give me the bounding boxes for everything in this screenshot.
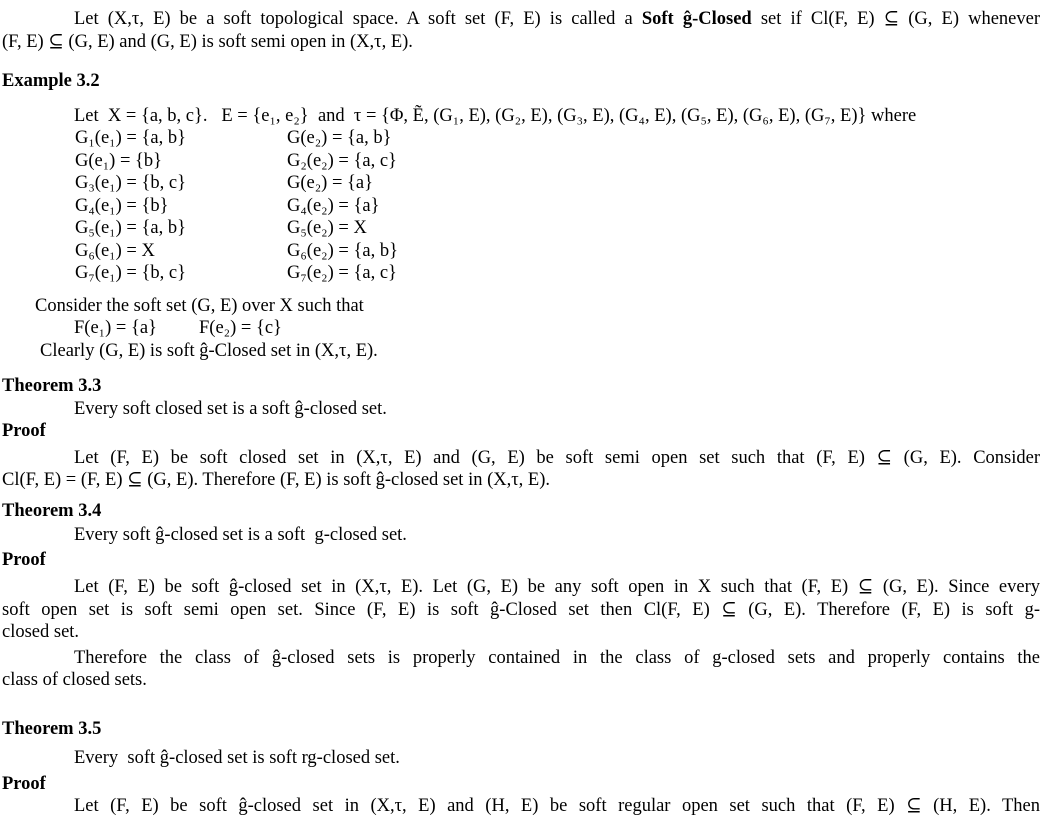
g-assignment-row bbox=[2, 262, 1040, 285]
g-assignment-row bbox=[2, 150, 1040, 173]
clearly-line: Clearly (G, E) is soft ĝ-Closed set in (X,τ, E). bbox=[40, 340, 378, 361]
g-assignment-row bbox=[2, 240, 1040, 263]
example-heading: Example 3.2 bbox=[2, 71, 100, 91]
remark-line-2: class of closed sets. bbox=[2, 670, 147, 690]
proof-3-4-label: Proof bbox=[2, 549, 46, 570]
theorem-3-4-statement: Every soft ĝ-closed set is a soft g-closed set. bbox=[74, 525, 407, 545]
example-setup-line: Let X = {a, b, c}. E = {e₁, e₂} and τ = {Φ, Ẽ, (G₁, E), (G₂, E), (G₃, E), (G₄, E), (G₅, E), (G₆, E), (G₇, E)} where bbox=[74, 105, 917, 126]
f-assignment-row bbox=[2, 317, 1040, 340]
g-assignment-e1: G₃(e₁) = {b, c} bbox=[75, 173, 186, 193]
g-assignment-e2: G₄(e₂) = {a} bbox=[287, 195, 380, 216]
definition-text-pre: Let (X,τ, E) be a soft topological space. A soft set (F, E) is called a bbox=[74, 9, 642, 29]
g-assignment-row bbox=[2, 127, 1040, 150]
proof-3-4-line-2: soft open set is soft semi open set. Since (F, E) is soft ĝ-Closed set then Cl(F, E) ⊆ (G, E). Therefore (F, E) is soft g- bbox=[2, 599, 1040, 620]
definition-paragraph-line-2: (F, E) ⊆ (G, E) and (G, E) is soft semi open in (X,τ, E). bbox=[2, 31, 413, 52]
g-assignment-e1: G₅(e₁) = {a, b} bbox=[75, 218, 186, 238]
proof-3-4-line-3: closed set. bbox=[2, 622, 80, 642]
g-assignment-row bbox=[2, 195, 1040, 218]
proof-3-4-line-1: Let (F, E) be soft ĝ-closed set in (X,τ, E). Let (G, E) be any soft open in X such that (F, E) ⊆ (G, E). Since every bbox=[74, 577, 1040, 597]
g-assignment-e2: G₇(e₂) = {a, c} bbox=[287, 263, 397, 283]
consider-line: Consider the soft set (G, E) over X such that bbox=[35, 295, 364, 316]
f-assignment-e1: F(e₁) = {a} bbox=[74, 318, 157, 338]
proof-3-3-label: Proof bbox=[2, 421, 46, 441]
g-assignment-e2: G₅(e₂) = X bbox=[287, 218, 367, 238]
definition-paragraph-line-1 bbox=[2, 8, 1040, 31]
g-assignment-e2: G₆(e₂) = {a, b} bbox=[287, 240, 398, 261]
soft-g-closed-bold-term: Soft ĝ-Closed bbox=[641, 9, 752, 29]
theorem-3-3-statement: Every soft closed set is a soft ĝ-closed set. bbox=[74, 398, 387, 419]
g-assignment-e2: G₂(e₂) = {a, c} bbox=[287, 150, 397, 171]
theorem-3-4-heading: Theorem 3.4 bbox=[2, 500, 102, 521]
theorem-3-5-statement: Every soft ĝ-closed set is soft rg-closed set. bbox=[74, 748, 400, 768]
g-assignment-e2: G(e₂) = {a, b} bbox=[287, 128, 392, 148]
g-assignment-e1: G₁(e₁) = {a, b} bbox=[75, 128, 186, 148]
theorem-3-3-heading: Theorem 3.3 bbox=[2, 376, 102, 396]
proof-3-5-label: Proof bbox=[2, 773, 46, 794]
g-assignment-row bbox=[2, 217, 1040, 240]
remark-line-1: Therefore the class of ĝ-closed sets is properly contained in the class of g-closed sets and properly contains the bbox=[74, 647, 1040, 668]
g-assignment-row bbox=[2, 172, 1040, 195]
proof-3-3-line-1: Let (F, E) be soft closed set in (X,τ, E) and (G, E) be soft semi open set such that (F, E) ⊆ (G, E). Consider bbox=[74, 447, 1040, 468]
f-assignment-e2: F(e₂) = {c} bbox=[199, 318, 282, 338]
theorem-3-5-heading: Theorem 3.5 bbox=[2, 718, 102, 739]
g-assignment-e1: G₄(e₁) = {b} bbox=[75, 195, 169, 216]
definition-text-post: set if Cl(F, E) ⊆ (G, E) whenever bbox=[751, 9, 1040, 29]
g-assignment-e1: G(e₁) = {b} bbox=[75, 150, 163, 171]
g-assignment-e1: G₆(e₁) = X bbox=[75, 240, 155, 261]
g-assignment-e1: G₇(e₁) = {b, c} bbox=[75, 263, 186, 283]
proof-3-3-line-2: Cl(F, E) = (F, E) ⊆ (G, E). Therefore (F, E) is soft ĝ-closed set in (X,τ, E). bbox=[2, 470, 551, 490]
g-assignment-e2: G(e₂) = {a} bbox=[287, 173, 373, 193]
proof-3-5-line-1: Let (F, E) be soft ĝ-closed set in (X,τ, E) and (H, E) be soft regular open set such that (F, E) ⊆ (H, E). Then bbox=[74, 796, 1040, 816]
